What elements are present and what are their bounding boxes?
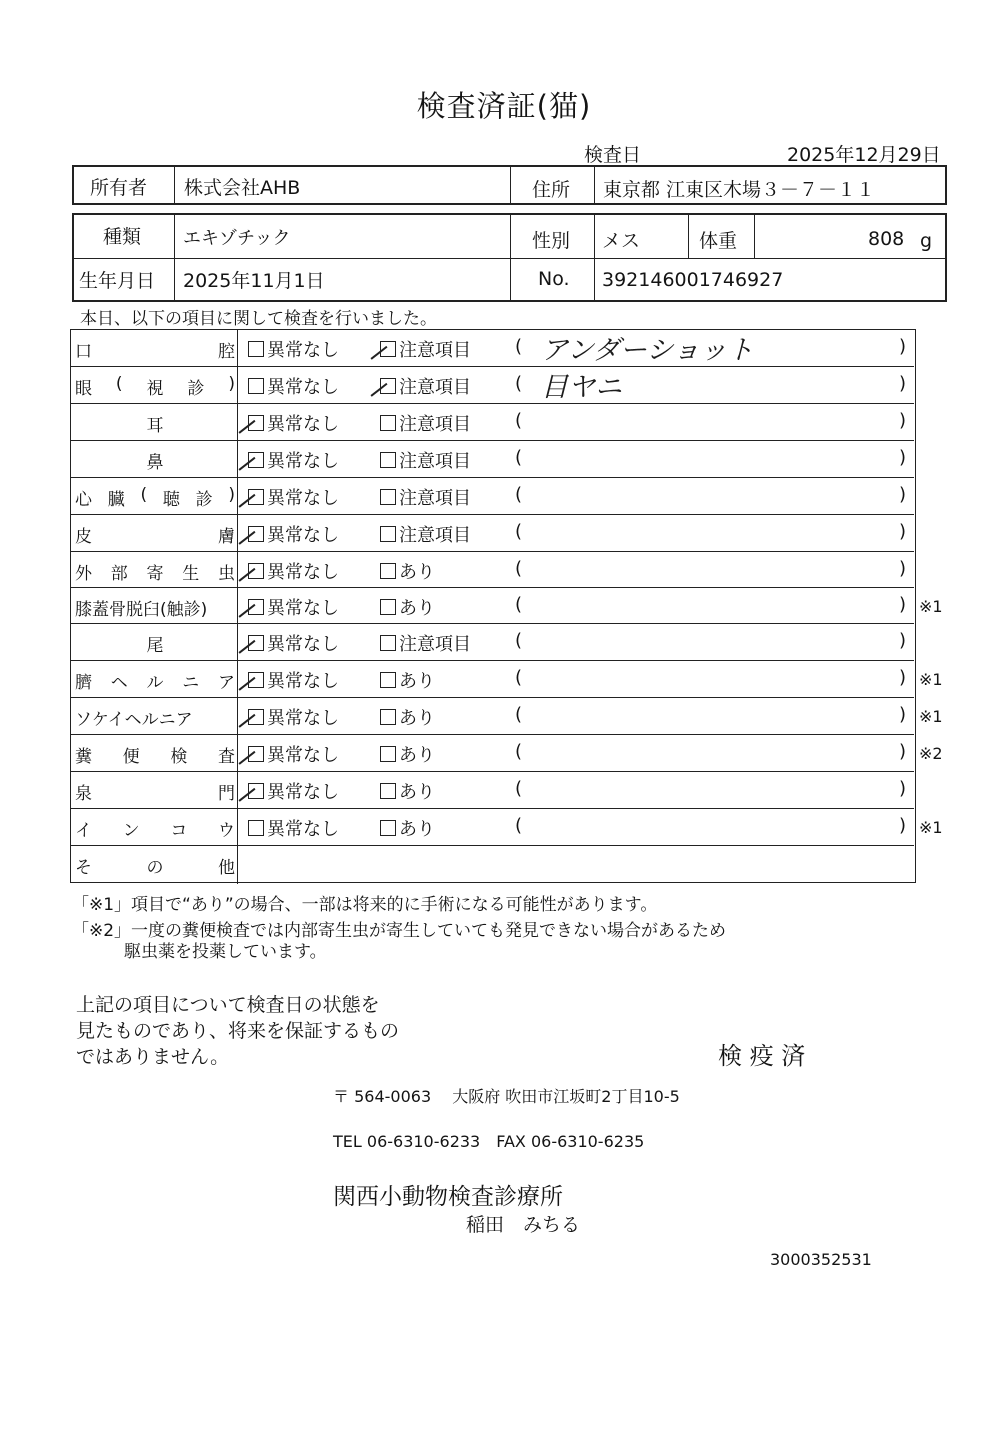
checkbox-normal[interactable]: 異常なし bbox=[248, 521, 339, 547]
weight-label: 体重 bbox=[699, 230, 738, 252]
checkbox-icon bbox=[248, 820, 264, 836]
checkbox-icon bbox=[380, 452, 396, 468]
weight-value: 808 bbox=[868, 228, 905, 250]
exam-row bbox=[71, 478, 914, 515]
exam-row bbox=[71, 809, 943, 846]
checked-box-icon bbox=[248, 489, 264, 505]
exam-row bbox=[71, 515, 914, 552]
checkbox-icon bbox=[380, 415, 396, 431]
exam-item-label: 臍 ヘ ル ニ ア bbox=[75, 673, 235, 693]
checked-box-icon bbox=[248, 415, 264, 431]
checked-box-icon bbox=[248, 526, 264, 542]
exam-table bbox=[70, 329, 943, 883]
checked-box-icon bbox=[380, 341, 396, 357]
exam-item-label: イ ン コ ウ bbox=[75, 821, 235, 841]
checkbox-normal[interactable]: 異常なし bbox=[248, 373, 339, 399]
exam-item-label: 鼻 bbox=[146, 453, 164, 473]
checkbox-attention[interactable]: 注意項目 bbox=[380, 630, 471, 656]
clinic-name: 関西小動物検査診療所 bbox=[333, 1184, 563, 1210]
comment-open-paren: ( bbox=[515, 373, 523, 394]
checkbox-attention[interactable]: 注意項目 bbox=[380, 484, 471, 510]
checkbox-attention[interactable]: 注意項目 bbox=[380, 373, 471, 399]
checkbox-icon bbox=[380, 599, 396, 615]
checkbox-icon bbox=[248, 341, 264, 357]
exam-item-label: ソケイヘルニア bbox=[75, 710, 193, 730]
comment-open-paren: ( bbox=[515, 594, 523, 615]
checkbox-attention[interactable]: あり bbox=[380, 815, 435, 841]
footnote-marker: ※1 bbox=[919, 670, 943, 689]
comment-close-paren: ) bbox=[899, 741, 907, 762]
quarantine-stamp: 検 疫 済 bbox=[718, 1042, 806, 1070]
comment-close-paren: ) bbox=[899, 484, 907, 505]
comment-close-paren: ) bbox=[899, 704, 907, 725]
birth-value: 2025年11月1日 bbox=[183, 270, 325, 292]
checkbox-normal[interactable]: 異常なし bbox=[248, 484, 339, 510]
document-title: 検査済証(猫) bbox=[416, 89, 592, 123]
checked-box-icon bbox=[248, 563, 264, 579]
exam-item-label: 口 腔 bbox=[75, 342, 235, 362]
checkbox-icon bbox=[380, 783, 396, 799]
checkbox-attention[interactable]: あり bbox=[380, 741, 435, 767]
checkbox-normal[interactable]: 異常なし bbox=[248, 447, 339, 473]
checkbox-icon bbox=[380, 709, 396, 725]
checkbox-icon bbox=[380, 563, 396, 579]
exam-row bbox=[71, 367, 914, 404]
comment-close-paren: ) bbox=[899, 594, 907, 615]
comment-close-paren: ) bbox=[899, 630, 907, 651]
species-value: エキゾチック bbox=[183, 228, 291, 249]
exam-item-label: 眼 ( 視 診 ) bbox=[75, 374, 235, 399]
exam-row bbox=[71, 698, 943, 735]
checkbox-icon bbox=[380, 820, 396, 836]
checked-box-icon bbox=[380, 378, 396, 394]
checkbox-attention[interactable]: 注意項目 bbox=[380, 447, 471, 473]
checkbox-normal[interactable]: 異常なし bbox=[248, 410, 339, 436]
exam-date-value: 2025年12月29日 bbox=[787, 144, 941, 166]
exam-item-label: 膝蓋骨脱臼(触診) bbox=[75, 600, 208, 620]
comment-close-paren: ) bbox=[899, 410, 907, 431]
checkbox-normal[interactable]: 異常なし bbox=[248, 704, 339, 730]
checkbox-icon bbox=[380, 746, 396, 762]
checkbox-attention[interactable]: あり bbox=[380, 594, 435, 620]
footnote-marker: ※1 bbox=[919, 818, 943, 837]
comment-close-paren: ) bbox=[899, 521, 907, 542]
footnote-2-line2: 駆虫薬を投薬しています。 bbox=[124, 942, 327, 962]
comment-open-paren: ( bbox=[515, 667, 523, 688]
checkbox-icon bbox=[380, 489, 396, 505]
footnote-marker: ※2 bbox=[919, 744, 943, 763]
checkbox-normal[interactable]: 異常なし bbox=[248, 558, 339, 584]
checkbox-normal[interactable]: 異常なし bbox=[248, 594, 339, 620]
no-label: No. bbox=[538, 268, 570, 290]
checkbox-normal[interactable]: 異常なし bbox=[248, 815, 339, 841]
comment-open-paren: ( bbox=[515, 558, 523, 579]
exam-row bbox=[71, 441, 914, 478]
checked-box-icon bbox=[248, 746, 264, 762]
exam-row bbox=[71, 735, 943, 772]
checked-box-icon bbox=[248, 783, 264, 799]
exam-row bbox=[71, 624, 914, 661]
comment-open-paren: ( bbox=[515, 741, 523, 762]
clinic-postal-address: 〒 564-0063 大阪府 吹田市江坂町2丁目10-5 bbox=[333, 1087, 680, 1106]
comment-close-paren: ) bbox=[899, 815, 907, 836]
comment-open-paren: ( bbox=[515, 815, 523, 836]
comment-close-paren: ) bbox=[899, 667, 907, 688]
exam-row bbox=[71, 404, 914, 441]
document-number: 3000352531 bbox=[770, 1250, 872, 1269]
comment-open-paren: ( bbox=[515, 447, 523, 468]
checkbox-icon bbox=[380, 635, 396, 651]
exam-date-label: 検査日 bbox=[584, 144, 642, 166]
checked-box-icon bbox=[248, 709, 264, 725]
checkbox-normal[interactable]: 異常なし bbox=[248, 741, 339, 767]
footnote-2-line1: 「※2」一度の糞便検査では内部寄生虫が寄生していても発見できない場合があるため bbox=[72, 921, 727, 941]
comment-open-paren: ( bbox=[515, 778, 523, 799]
checked-box-icon bbox=[248, 672, 264, 688]
comment-close-paren: ) bbox=[899, 778, 907, 799]
clinic-phone-fax: TEL 06-6310-6233 FAX 06-6310-6235 bbox=[333, 1132, 645, 1151]
sex-value: メス bbox=[602, 230, 641, 252]
comment-open-paren: ( bbox=[515, 336, 523, 357]
checkbox-icon bbox=[248, 378, 264, 394]
checkbox-attention[interactable]: あり bbox=[380, 667, 435, 693]
checkbox-normal[interactable]: 異常なし bbox=[248, 630, 339, 656]
checkbox-attention[interactable]: あり bbox=[380, 778, 435, 804]
exam-item-label: 尾 bbox=[146, 636, 164, 656]
checkbox-normal[interactable]: 異常なし bbox=[248, 778, 339, 804]
exam-item-label: そ の 他 bbox=[75, 858, 235, 878]
checkbox-attention[interactable]: あり bbox=[380, 558, 435, 584]
exam-row bbox=[71, 330, 914, 367]
checkbox-icon bbox=[380, 672, 396, 688]
footnote-marker: ※1 bbox=[919, 707, 943, 726]
comment-open-paren: ( bbox=[515, 630, 523, 651]
birth-label: 生年月日 bbox=[79, 270, 156, 292]
exam-item-label: 糞 便 検 査 bbox=[75, 747, 235, 767]
checkbox-normal[interactable]: 異常なし bbox=[248, 667, 339, 693]
footnote-1: 「※1」項目で“あり”の場合、一部は将来的に手術になる可能性があります。 bbox=[72, 895, 658, 915]
comment-open-paren: ( bbox=[515, 410, 523, 431]
exam-row bbox=[71, 661, 943, 698]
exam-item-label: 外 部 寄 生 虫 bbox=[75, 564, 235, 584]
exam-item-label: 泉 門 bbox=[75, 784, 235, 804]
exam-row bbox=[71, 772, 914, 809]
handwritten-comment: アンダーショット bbox=[541, 335, 754, 366]
checked-box-icon bbox=[248, 599, 264, 615]
intro-text: 本日、以下の項目に関して検査を行いました。 bbox=[80, 309, 437, 329]
checked-box-icon bbox=[248, 452, 264, 468]
handwritten-comment: 目ヤニ bbox=[541, 372, 622, 403]
comment-close-paren: ) bbox=[899, 373, 907, 394]
disclaimer: 上記の項目について検査日の状態を 見たものであり、将来を保証するもの ではありません。 bbox=[76, 994, 400, 1068]
exam-row bbox=[71, 588, 943, 624]
comment-close-paren: ) bbox=[899, 447, 907, 468]
exam-item-label: 心 臓 ( 聴 診 ) bbox=[75, 485, 235, 510]
comment-close-paren: ) bbox=[899, 336, 907, 357]
footnote-marker: ※1 bbox=[919, 597, 943, 616]
comment-close-paren: ) bbox=[899, 558, 907, 579]
checkbox-attention[interactable]: 注意項目 bbox=[380, 521, 471, 547]
checkbox-attention[interactable]: 注意項目 bbox=[380, 410, 471, 436]
no-value: 392146001746927 bbox=[602, 269, 784, 291]
comment-open-paren: ( bbox=[515, 521, 523, 542]
comment-open-paren: ( bbox=[515, 484, 523, 505]
exam-item-label: 皮 膚 bbox=[75, 527, 235, 547]
owner-label: 所有者 bbox=[90, 177, 148, 199]
weight-unit: g bbox=[920, 230, 933, 252]
checkbox-icon bbox=[380, 526, 396, 542]
species-label: 種類 bbox=[103, 226, 142, 248]
address-label: 住所 bbox=[532, 179, 571, 201]
checkbox-attention[interactable]: あり bbox=[380, 704, 435, 730]
checked-box-icon bbox=[248, 635, 264, 651]
exam-item-label: 耳 bbox=[146, 416, 164, 436]
sex-label: 性別 bbox=[532, 230, 571, 252]
owner-value: 株式会社AHB bbox=[184, 177, 301, 199]
doctor-name: 稲田 みちる bbox=[466, 1214, 581, 1236]
address-value: 東京都 江東区木場３－７－１１ bbox=[603, 179, 876, 201]
checkbox-normal[interactable]: 異常なし bbox=[248, 336, 339, 362]
exam-row bbox=[71, 552, 914, 588]
checkbox-attention[interactable]: 注意項目 bbox=[380, 336, 471, 362]
exam-row bbox=[71, 846, 914, 882]
comment-open-paren: ( bbox=[515, 704, 523, 725]
